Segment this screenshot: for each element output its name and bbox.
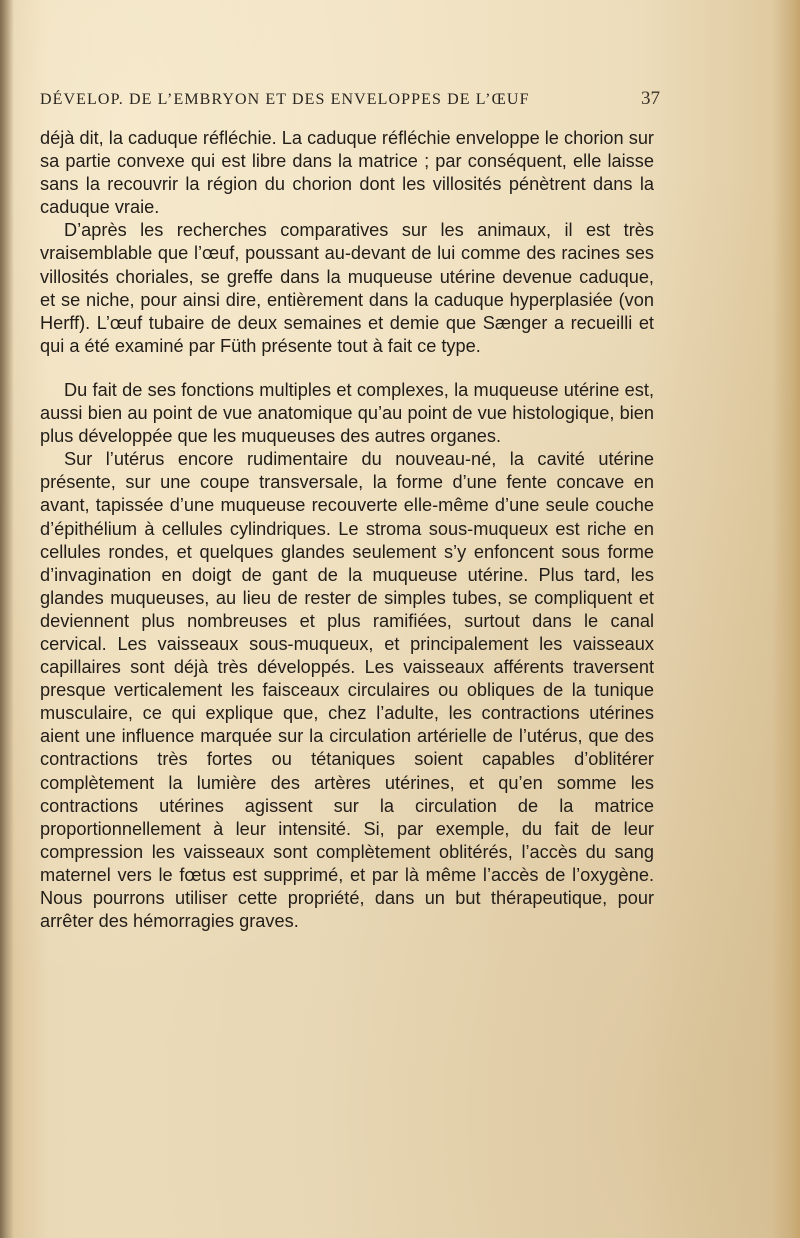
- page-edge-shadow: [772, 0, 800, 1238]
- page-spine-shadow: [0, 0, 14, 1238]
- body-text: [40, 127, 654, 933]
- paragraph-1: déjà dit, la caduque réfléchie. La caduque réfléchie enveloppe le chorion sur sa partie convexe qui est libre dans la matrice ; par conséquent, elle laisse sans la recouvrir la région du chorion dont les villosités pénètrent dans la caduque vraie.: [40, 128, 654, 218]
- paragraph-2: D’après les recherches comparatives sur les animaux, il est très vraisemblable que l’œuf, poussant au-devant de lui comme des racines ses villosités choriales, se greffe dans la muqueuse utérine devenue caduque, et se niche, pour ainsi dire, entièrement dans la caduque hyperplasiée (von Herff). L’œuf tubaire de deux semaines et demie que Sænger a recueilli et qui a été examiné par Füth présente tout à fait ce type.: [40, 220, 654, 356]
- running-head: DÉVELOP. DE L’EMBRYON ET DES ENVELOPPES DE L’ŒUF: [40, 91, 530, 108]
- paragraph-3: Du fait de ses fonctions multiples et complexes, la muqueuse utérine est, aussi bien au point de vue anatomique qu’au point de vue histologique, bien plus développée que les muqueuses des autres organes.: [40, 379, 654, 447]
- page-number: 37: [641, 88, 660, 109]
- page-header: [40, 88, 660, 117]
- paragraph-4: Sur l’utérus encore rudimentaire du nouveau-né, la cavité utérine présente, sur une coupe transversale, la forme d’une fente concave en avant, tapissée d’une muqueuse recouverte elle-même d’une seule couche d’épithélium à cellules cylindriques. Le stroma sous-muqueux est riche en cellules rondes, et quelques glandes seulement s’y enfoncent sous forme d’invagination en doigt de gant de la muqueuse utérine. Plus tard, les glandes muqueuses, au lieu de rester de simples tubes, se compliquent et deviennent plus nombreuses et plus ramifiées, surtout dans le canal cervical. Les vaisseaux sous-muqueux, et principalement les vaisseaux capillaires sont déjà très développés. Les vaisseaux afférents traversent presque verticalement les faisceaux circulaires ou obliques de la tunique musculaire, ce qui explique que, chez l’adulte, les contractions utérines aient une influence marquée sur la circulation artérielle de l’utérus, que des contractions très fortes ou tétaniques soient capables d’oblitérer complètement la lumière des artères utérines, et qu’en somme les contractions utérines agissent sur la circulation de la matrice proportionnellement à leur intensité. Si, par exemple, du fait de leur compression les vaisseaux sont complètement oblitérés, l’accès du sang maternel vers le fœtus est supprimé, et par là même l’accès de l’oxygène. Nous pourrons utiliser cette propriété, dans un but thérapeutique, pour arrêter des hémorragies graves.: [40, 449, 654, 932]
- section-break: [40, 358, 654, 379]
